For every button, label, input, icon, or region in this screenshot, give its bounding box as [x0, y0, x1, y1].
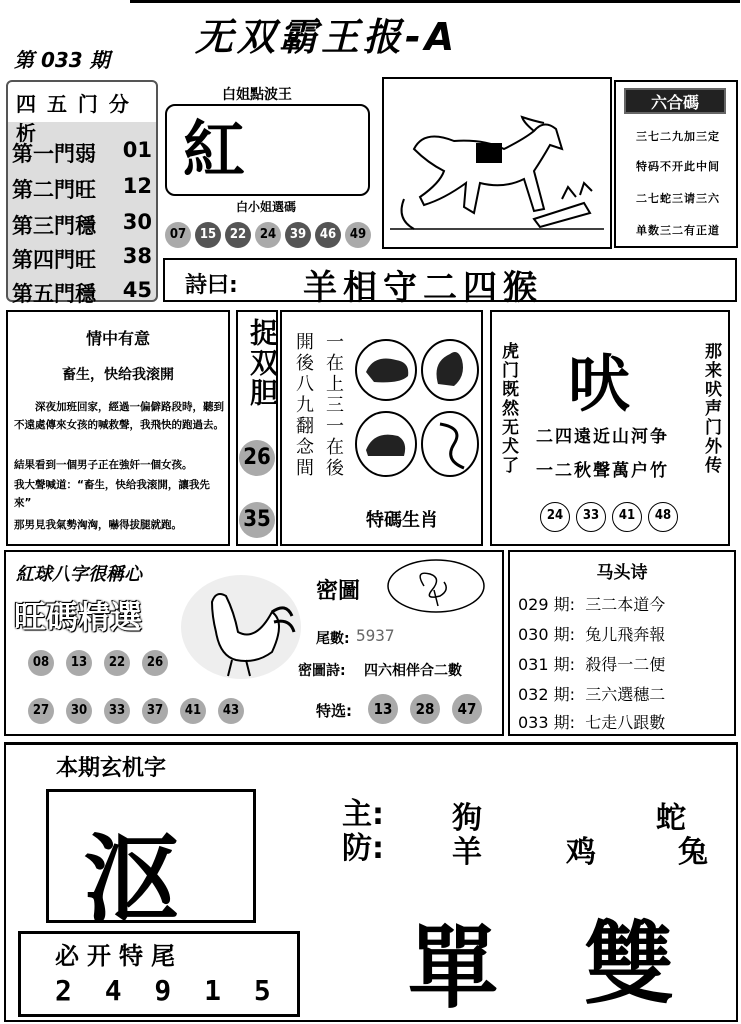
secret-line: 二七蛇三请三六 [636, 192, 720, 205]
gate-row [12, 244, 152, 274]
horse-icon [384, 79, 610, 247]
mystery-character: 沤 [83, 824, 179, 936]
gate-number: 01 [122, 138, 152, 162]
horsehead-text: 兔儿飛奔報 [585, 625, 666, 644]
gate-number: 45 [122, 278, 152, 302]
mitu-poem-label: 密圖詩: [298, 663, 346, 679]
number-ball: 26 [142, 650, 168, 676]
horsehead-text: 三六選穗二 [585, 685, 666, 704]
number-ball: 28 [410, 694, 440, 724]
mitu-poem: 四六相伴合二數 [364, 663, 462, 679]
main-label: 主: [342, 797, 384, 832]
story-paragraph: 我大聲喊道：“畜生，快给我滚開，讓我先來” [14, 479, 210, 509]
gate-label: 第一門弱 [12, 142, 96, 166]
horsehead-text: 殺得一二便 [585, 655, 666, 674]
special-label: 特选: [316, 702, 352, 720]
poem-label: 詩曰: [185, 273, 238, 298]
defend-label: 防: [342, 831, 384, 866]
gate-number: 38 [122, 244, 152, 268]
wave-heading: 白姐點波王 [222, 87, 292, 103]
number-ball: 30 [66, 698, 92, 724]
tail-number: 5937 [356, 626, 395, 645]
horsehead-issue: 033 期: [518, 713, 576, 732]
gate-label: 第五門穩 [12, 282, 96, 306]
mystery-title: 本期玄机字 [56, 756, 167, 781]
catch-number: 26 [239, 440, 275, 476]
gate-label: 第四門旺 [12, 248, 96, 272]
secret-line: 单数三二有正道 [636, 224, 720, 237]
number-ball: 46 [315, 222, 341, 248]
riddle-left-column: 虎门既然无犬了 [498, 342, 518, 475]
catch-number: 35 [239, 502, 275, 538]
horse-illustration [382, 77, 612, 249]
wave-color-char: 紅 [183, 113, 246, 186]
hot-picks-panel [4, 550, 504, 736]
zodiac-animals-icon [354, 332, 480, 502]
poem-text: 羊相守二四猴 [303, 268, 543, 308]
story-paragraph: 深夜加班回家，經過一偏僻路段時，聽到不遠處傳來女孩的喊救聲，我飛快的跑過去。 [14, 401, 224, 431]
riddle-right-column: 那来吠声门外传 [701, 342, 721, 475]
tail-label: 尾數: [316, 631, 350, 647]
secret-code-panel [614, 80, 738, 248]
number-ball: 24 [540, 502, 570, 532]
hot-heading: 旺碼精選 [14, 598, 143, 636]
number-ball: 15 [195, 222, 221, 248]
number-ball: 27 [28, 698, 54, 724]
gate-number: 12 [122, 174, 152, 198]
zodiac-footer: 特碼生肖 [366, 510, 438, 531]
riddle-line: 一二秋聲萬户竹 [536, 461, 669, 481]
number-ball: 33 [576, 502, 606, 532]
number-ball: 22 [104, 650, 130, 676]
main-zodiac: 狗 [452, 801, 482, 836]
horsehead-row [518, 592, 665, 615]
number-ball: 24 [255, 222, 281, 248]
number-ball: 13 [368, 694, 398, 724]
poem-banner [163, 258, 737, 308]
gate-label: 第三門穩 [12, 214, 96, 238]
gate-heading: 四 五 门 分 析 [16, 92, 131, 145]
horsehead-text: 七走八跟數 [585, 713, 666, 732]
gate-row [12, 174, 152, 204]
zodiac-panel [280, 310, 483, 546]
story-title: 情中有意 [85, 329, 150, 348]
mystery-char-box [46, 789, 256, 936]
horsehead-row [518, 622, 665, 645]
secret-line: 三七二九加三定 [636, 130, 720, 143]
must-open-box [18, 931, 300, 1017]
secret-line: 特码不开此中间 [636, 160, 720, 173]
catch-label: 捉双胆 [246, 318, 279, 408]
number-ball: 43 [218, 698, 244, 724]
story-panel [6, 310, 230, 546]
horsehead-row [518, 682, 665, 705]
number-ball: 08 [28, 650, 54, 676]
catch-double-panel [236, 310, 278, 546]
story-paragraph: 結果看到一個男子正在強奸一個女孩。 [14, 459, 193, 471]
number-ball: 41 [612, 502, 642, 532]
defend-zodiac: 羊 [452, 835, 482, 870]
horsehead-issue: 029 期: [518, 595, 576, 614]
secret-drawing-icon [384, 556, 488, 616]
horsehead-row [518, 652, 665, 675]
number-ball: 49 [345, 222, 371, 248]
poem-column: 開後八九翻念間 [293, 332, 314, 479]
wave-color-box [165, 104, 370, 196]
hot-line: 紅球八字很稱心 [16, 564, 142, 585]
horsehead-issue: 032 期: [518, 685, 576, 704]
number-ball: 07 [165, 222, 191, 248]
horsehead-issue: 031 期: [518, 655, 576, 674]
gate-label: 第二門旺 [12, 178, 96, 202]
mitu-label: 密圖 [316, 579, 361, 604]
gate-row [12, 278, 152, 308]
riddle-line: 二四遠近山河争 [536, 427, 669, 447]
number-ball: 13 [66, 650, 92, 676]
must-open-label: 必开特尾 [55, 942, 183, 970]
riddle-panel [490, 310, 730, 546]
defend-zodiac: 兔 [678, 835, 708, 870]
gate-row [12, 210, 152, 240]
number-ball: 41 [180, 698, 206, 724]
horsehead-text: 三二本道今 [585, 595, 666, 614]
riddle-character: 吠 [568, 347, 631, 420]
odd-character: 單 [408, 916, 498, 1021]
number-ball: 33 [104, 698, 130, 724]
story-paragraph: 那男見我氣勢洶洶，嚇得拔腿就跑。 [14, 519, 182, 531]
top-rule [130, 0, 740, 4]
defend-zodiac: 鸡 [566, 835, 596, 870]
number-ball: 22 [225, 222, 251, 248]
mystery-panel [4, 742, 738, 1022]
must-open-digits: 2 4 9 1 5 [55, 974, 279, 1007]
wave-sub-label: 白小姐選碼 [236, 200, 297, 214]
number-ball: 48 [648, 502, 678, 532]
page-title: 无双霸王报-A [195, 15, 459, 59]
number-ball: 37 [142, 698, 168, 724]
gate-number: 30 [122, 210, 152, 234]
story-subtitle: 畜生，快给我滚開 [62, 367, 174, 383]
horsehead-issue: 030 期: [518, 625, 576, 644]
secret-code-title: 六合碼 [624, 88, 726, 114]
gate-row [12, 138, 152, 168]
horsehead-row [518, 710, 665, 733]
issue-number: 第 033 期 [14, 48, 110, 72]
main-zodiac: 蛇 [656, 801, 686, 836]
poem-column: 一在上三一在後 [323, 332, 344, 479]
number-ball: 47 [452, 694, 482, 724]
gate-analysis-panel [6, 80, 158, 306]
even-character: 雙 [584, 912, 674, 1017]
rooster-icon [176, 572, 306, 682]
horsehead-poem-panel [508, 550, 736, 736]
number-ball: 39 [285, 222, 311, 248]
horsehead-title: 马头诗 [596, 563, 648, 583]
